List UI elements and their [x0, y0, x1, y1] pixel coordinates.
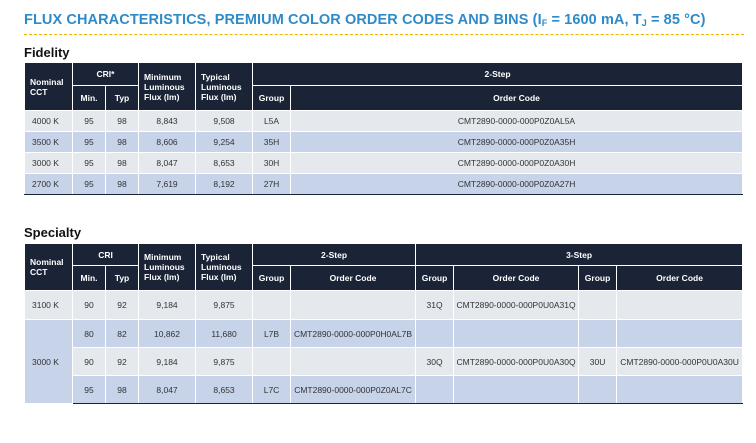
- fidelity-header-typ-flux: Typical Luminous Flux (lm): [196, 63, 253, 111]
- typ-flux-cell: 9,254: [196, 132, 253, 153]
- group-2step-cell: [253, 291, 291, 320]
- typ-flux-cell: 9,875: [196, 348, 253, 376]
- min-flux-cell: 8,843: [139, 111, 196, 132]
- fidelity-header-order-code: Order Code: [291, 86, 743, 111]
- table-row: [25, 132, 743, 153]
- order-code-3step-a-cell: CMT2890-0000-000P0U0A30Q: [454, 348, 579, 376]
- group-3step-a-cell: [416, 320, 454, 348]
- typ-flux-cell: 8,192: [196, 174, 253, 195]
- min-flux-cell: 8,047: [139, 153, 196, 174]
- order-code-3step-a-cell: [454, 320, 579, 348]
- main-title-if-subscript: F: [541, 18, 548, 28]
- cri-min-cell: 95: [73, 376, 106, 404]
- group-cell: 30H: [253, 153, 291, 174]
- cct-cell: 3500 K: [25, 132, 73, 153]
- order-code-2step-cell: [291, 291, 416, 320]
- group-3step-b-cell: [579, 376, 617, 404]
- main-title: [24, 12, 744, 28]
- main-title-mid: = 1600 mA, T: [547, 12, 642, 28]
- fidelity-header-nominal-cct: Nominal CCT: [25, 63, 73, 111]
- specialty-header-group-2step: Group: [253, 266, 291, 291]
- group-cell: 35H: [253, 132, 291, 153]
- min-flux-cell: 10,862: [139, 320, 196, 348]
- cct-cell: 3100 K: [25, 291, 73, 320]
- order-code-cell: CMT2890-0000-000P0Z0A35H: [291, 132, 743, 153]
- cct-cell: 3000 K: [25, 153, 73, 174]
- cri-min-cell: 90: [73, 291, 106, 320]
- cri-min-cell: 95: [73, 132, 106, 153]
- fidelity-header-cri: CRI*: [73, 63, 139, 86]
- cri-typ-cell: 82: [106, 320, 139, 348]
- order-code-2step-cell: [291, 348, 416, 376]
- order-code-cell: CMT2890-0000-000P0Z0A30H: [291, 153, 743, 174]
- typ-flux-cell: 8,653: [196, 153, 253, 174]
- table-row: [25, 320, 743, 348]
- group-2step-cell: [253, 348, 291, 376]
- specialty-header-typ-flux: Typical Luminous Flux (lm): [196, 244, 253, 291]
- group-3step-a-cell: [416, 376, 454, 404]
- cct-cell: 3000 K: [25, 320, 73, 404]
- min-flux-cell: 8,606: [139, 132, 196, 153]
- table-row: [25, 153, 743, 174]
- typ-flux-cell: 11,680: [196, 320, 253, 348]
- main-title-suffix: = 85 °C): [646, 12, 706, 28]
- order-code-3step-b-cell: [617, 376, 743, 404]
- cct-cell: 2700 K: [25, 174, 73, 195]
- specialty-header-cri: CRI: [73, 244, 139, 266]
- typ-flux-cell: 9,875: [196, 291, 253, 320]
- typ-flux-cell: 9,508: [196, 111, 253, 132]
- specialty-header-three-step: 3-Step: [416, 244, 743, 266]
- specialty-header-cri-typ: Typ: [106, 266, 139, 291]
- group-cell: 27H: [253, 174, 291, 195]
- cri-min-cell: 80: [73, 320, 106, 348]
- specialty-header-nominal-cct: Nominal CCT: [25, 244, 73, 291]
- title-divider: [24, 34, 744, 35]
- cri-typ-cell: 98: [106, 376, 139, 404]
- specialty-header-order-code-3step-a: Order Code: [454, 266, 579, 291]
- fidelity-section-title: Fidelity: [24, 45, 70, 60]
- specialty-header-group-3step-b: Group: [579, 266, 617, 291]
- specialty-header-min-flux: Minimum Luminous Flux (lm): [139, 244, 196, 291]
- order-code-3step-b-cell: [617, 291, 743, 320]
- cri-min-cell: 95: [73, 111, 106, 132]
- table-row: [25, 111, 743, 132]
- cri-typ-cell: 98: [106, 111, 139, 132]
- typ-flux-cell: 8,653: [196, 376, 253, 404]
- main-title-prefix: FLUX CHARACTERISTICS, PREMIUM COLOR ORDER CODES AND BINS (I: [24, 12, 542, 28]
- min-flux-cell: 7,619: [139, 174, 196, 195]
- fidelity-header-group: Group: [253, 86, 291, 111]
- specialty-header-cri-min: Min.: [73, 266, 106, 291]
- order-code-3step-b-cell: CMT2890-0000-000P0U0A30U: [617, 348, 743, 376]
- cri-typ-cell: 92: [106, 348, 139, 376]
- order-code-3step-a-cell: CMT2890-0000-000P0U0A31Q: [454, 291, 579, 320]
- specialty-section-title: Specialty: [24, 225, 82, 240]
- order-code-2step-cell: CMT2890-0000-000P0Z0AL7C: [291, 376, 416, 404]
- table-row: [25, 174, 743, 195]
- fidelity-table: [24, 62, 743, 195]
- cri-typ-cell: 98: [106, 174, 139, 195]
- order-code-2step-cell: CMT2890-0000-000P0H0AL7B: [291, 320, 416, 348]
- cri-typ-cell: 98: [106, 132, 139, 153]
- order-code-3step-a-cell: [454, 376, 579, 404]
- cri-min-cell: 95: [73, 153, 106, 174]
- group-3step-a-cell: 31Q: [416, 291, 454, 320]
- specialty-table: [24, 243, 743, 404]
- cri-min-cell: 95: [73, 174, 106, 195]
- min-flux-cell: 8,047: [139, 376, 196, 404]
- group-cell: L5A: [253, 111, 291, 132]
- specialty-header-order-code-3step-b: Order Code: [617, 266, 743, 291]
- fidelity-header-min-flux: Minimum Luminous Flux (lm): [139, 63, 196, 111]
- group-3step-b-cell: [579, 320, 617, 348]
- fidelity-header-cri-typ: Typ: [106, 86, 139, 111]
- group-2step-cell: L7C: [253, 376, 291, 404]
- specialty-header-two-step: 2-Step: [253, 244, 416, 266]
- specialty-header-order-code-2step: Order Code: [291, 266, 416, 291]
- cri-typ-cell: 92: [106, 291, 139, 320]
- group-2step-cell: L7B: [253, 320, 291, 348]
- table-row: [25, 376, 743, 404]
- fidelity-header-two-step: 2-Step: [253, 63, 743, 86]
- group-3step-b-cell: 30U: [579, 348, 617, 376]
- cri-min-cell: 90: [73, 348, 106, 376]
- cri-typ-cell: 98: [106, 153, 139, 174]
- table-row: [25, 291, 743, 320]
- table-row: [25, 348, 743, 376]
- order-code-cell: CMT2890-0000-000P0Z0AL5A: [291, 111, 743, 132]
- min-flux-cell: 9,184: [139, 291, 196, 320]
- group-3step-a-cell: 30Q: [416, 348, 454, 376]
- order-code-cell: CMT2890-0000-000P0Z0A27H: [291, 174, 743, 195]
- min-flux-cell: 9,184: [139, 348, 196, 376]
- group-3step-b-cell: [579, 291, 617, 320]
- cct-cell: 4000 K: [25, 111, 73, 132]
- main-title-tj-subscript: J: [641, 18, 647, 28]
- fidelity-header-cri-min: Min.: [73, 86, 106, 111]
- specialty-header-group-3step-a: Group: [416, 266, 454, 291]
- order-code-3step-b-cell: [617, 320, 743, 348]
